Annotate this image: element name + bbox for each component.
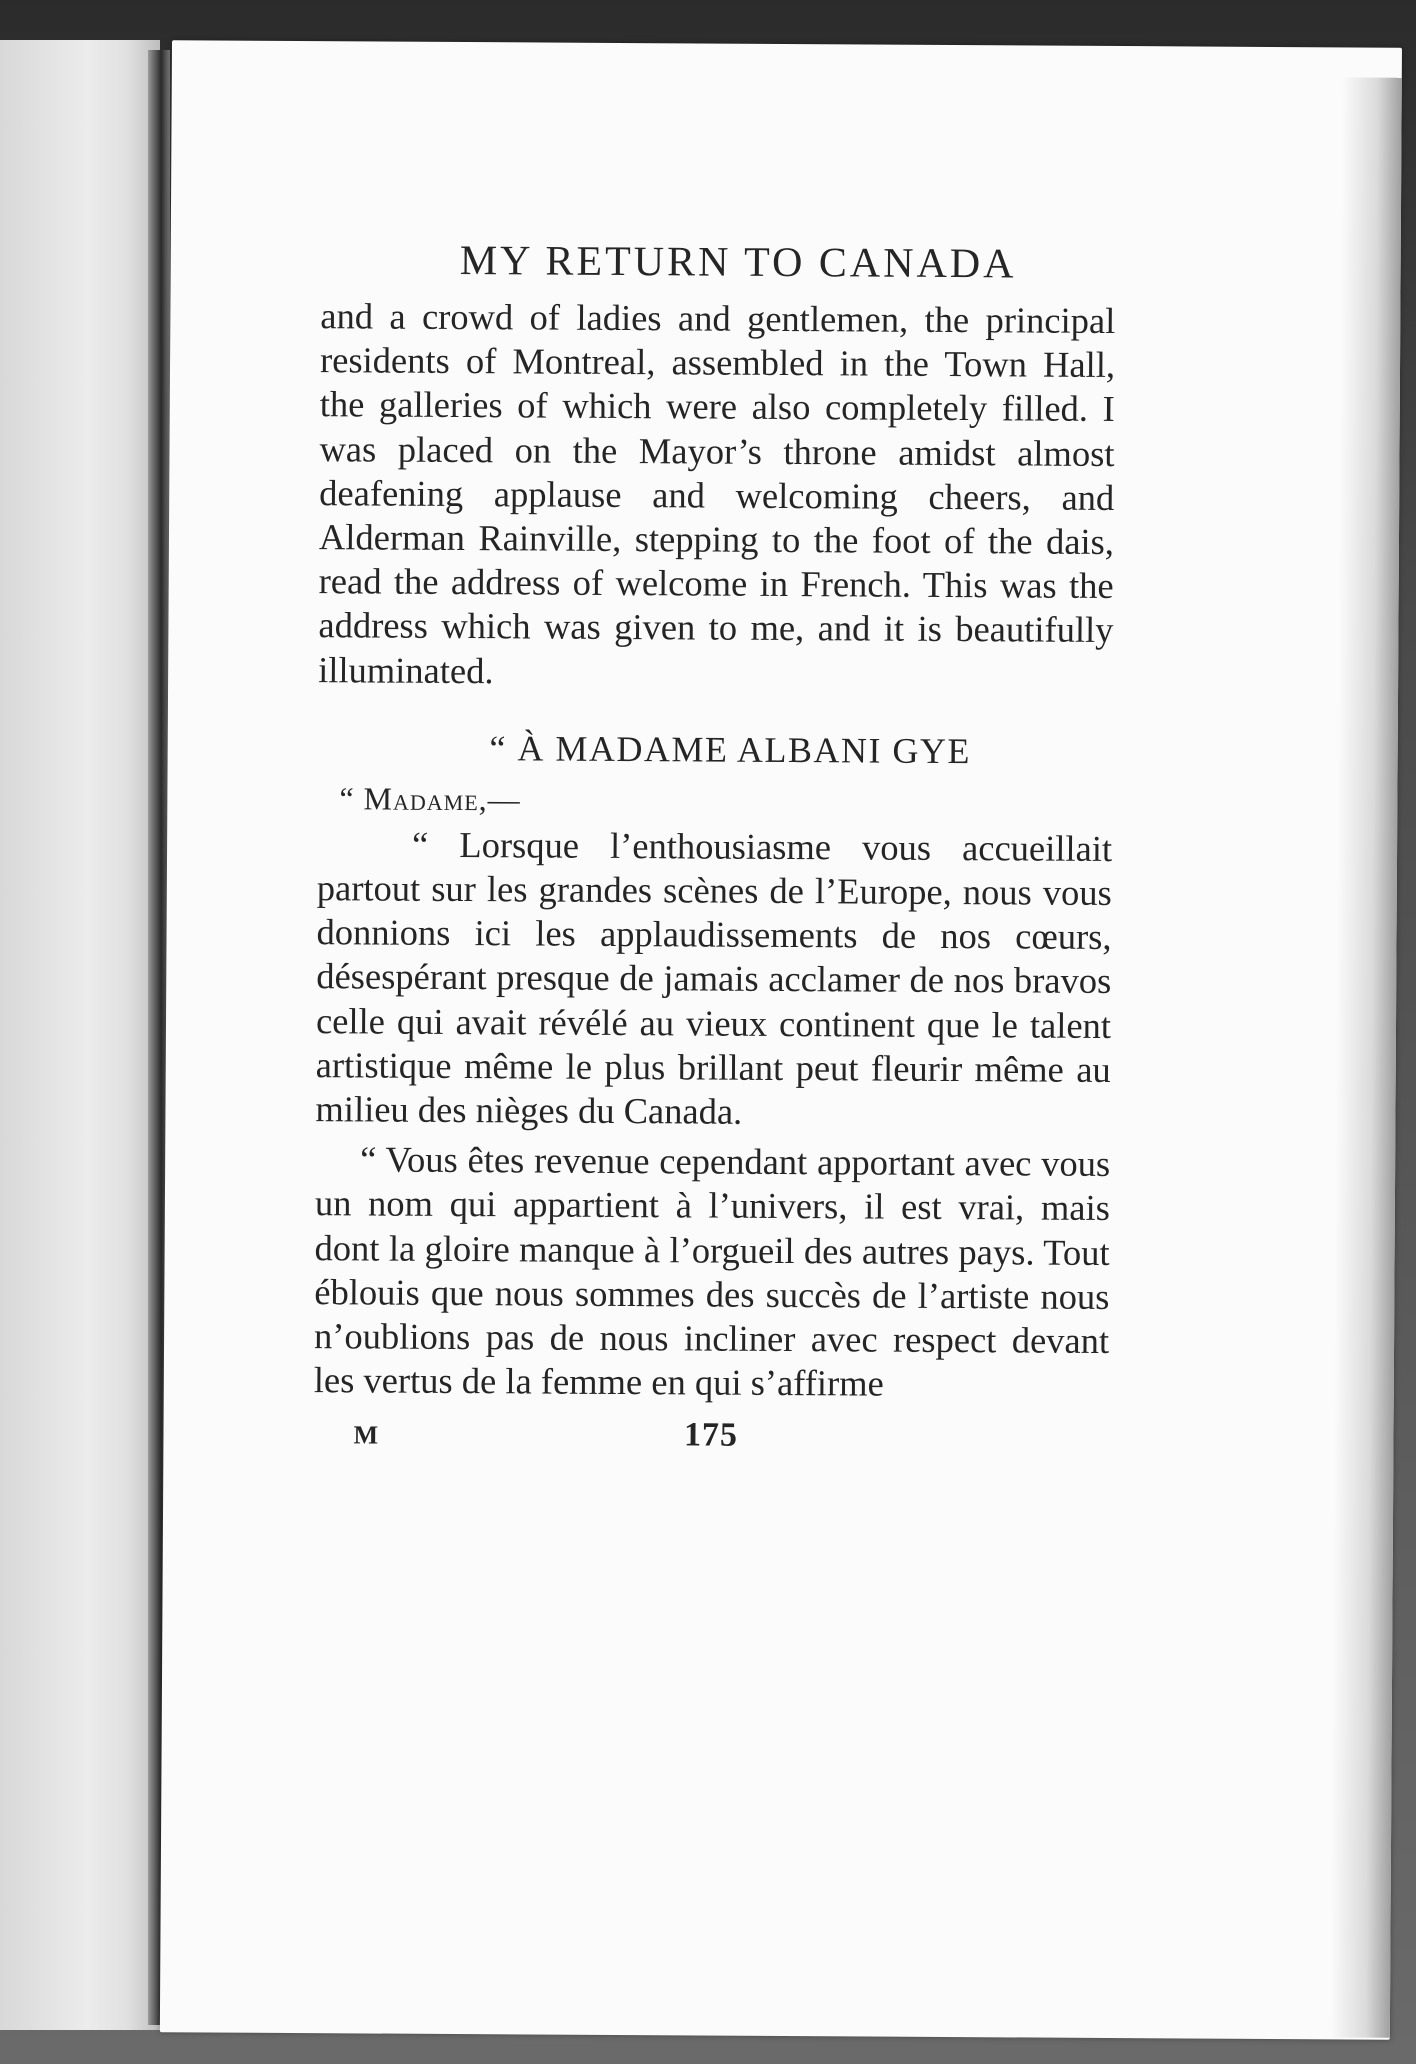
book-page [160,40,1402,2039]
page-text [313,236,1115,1467]
signature-mark: M [353,1420,379,1450]
french-paragraph-2: “ Vous êtes revenue cependant apportant avec vous un nom qui appartient à l’univers, il est vrai, mais dont la gloire manque à l’orgueil des autres pays. Tout éblouis que nous sommes des succès de l’artiste nous n’oublions pas de nous incliner avec respect devant les vertus de la femme en qui s’affirme [313,1138,1111,1404]
page-number: 175 [683,1416,739,1455]
opening-paragraph: and a crowd of ladies and gentlemen, the principal residents of Montreal, assembled in the Town Hall, the galleries of which were also completely filled. I was placed on the Mayor’s throne amidst almost deafening applause and welcoming cheers, and Alderman Rainville, stepping to the foot of the dais, read the address of welcome in French. This was the address which was given to me, and it is beautifully illuminated. [318,295,1116,691]
page-footer [313,1413,1108,1468]
salutation-text: “ Madame,— [339,780,521,818]
address-heading: “ À MADAME ALBANI GYE [489,728,972,771]
french-paragraph-1: “ Lorsque l’enthousiasme vous accueillait partout sur les grandes scènes de l’Europe, nous vous donnions ici les applaudissements de nos cœurs, désespérant presque de jamais acclamer de nos bravos celle qui avait révélé au vieux continent que le talent artistique même le plus brillant peut fleurir même au milieu des nièges du Canada. [315,823,1113,1132]
running-head: MY RETURN TO CANADA [459,238,1017,288]
previous-page-edge [0,40,160,2030]
page-fore-edge [1330,77,1402,2037]
salutation [339,774,1112,827]
